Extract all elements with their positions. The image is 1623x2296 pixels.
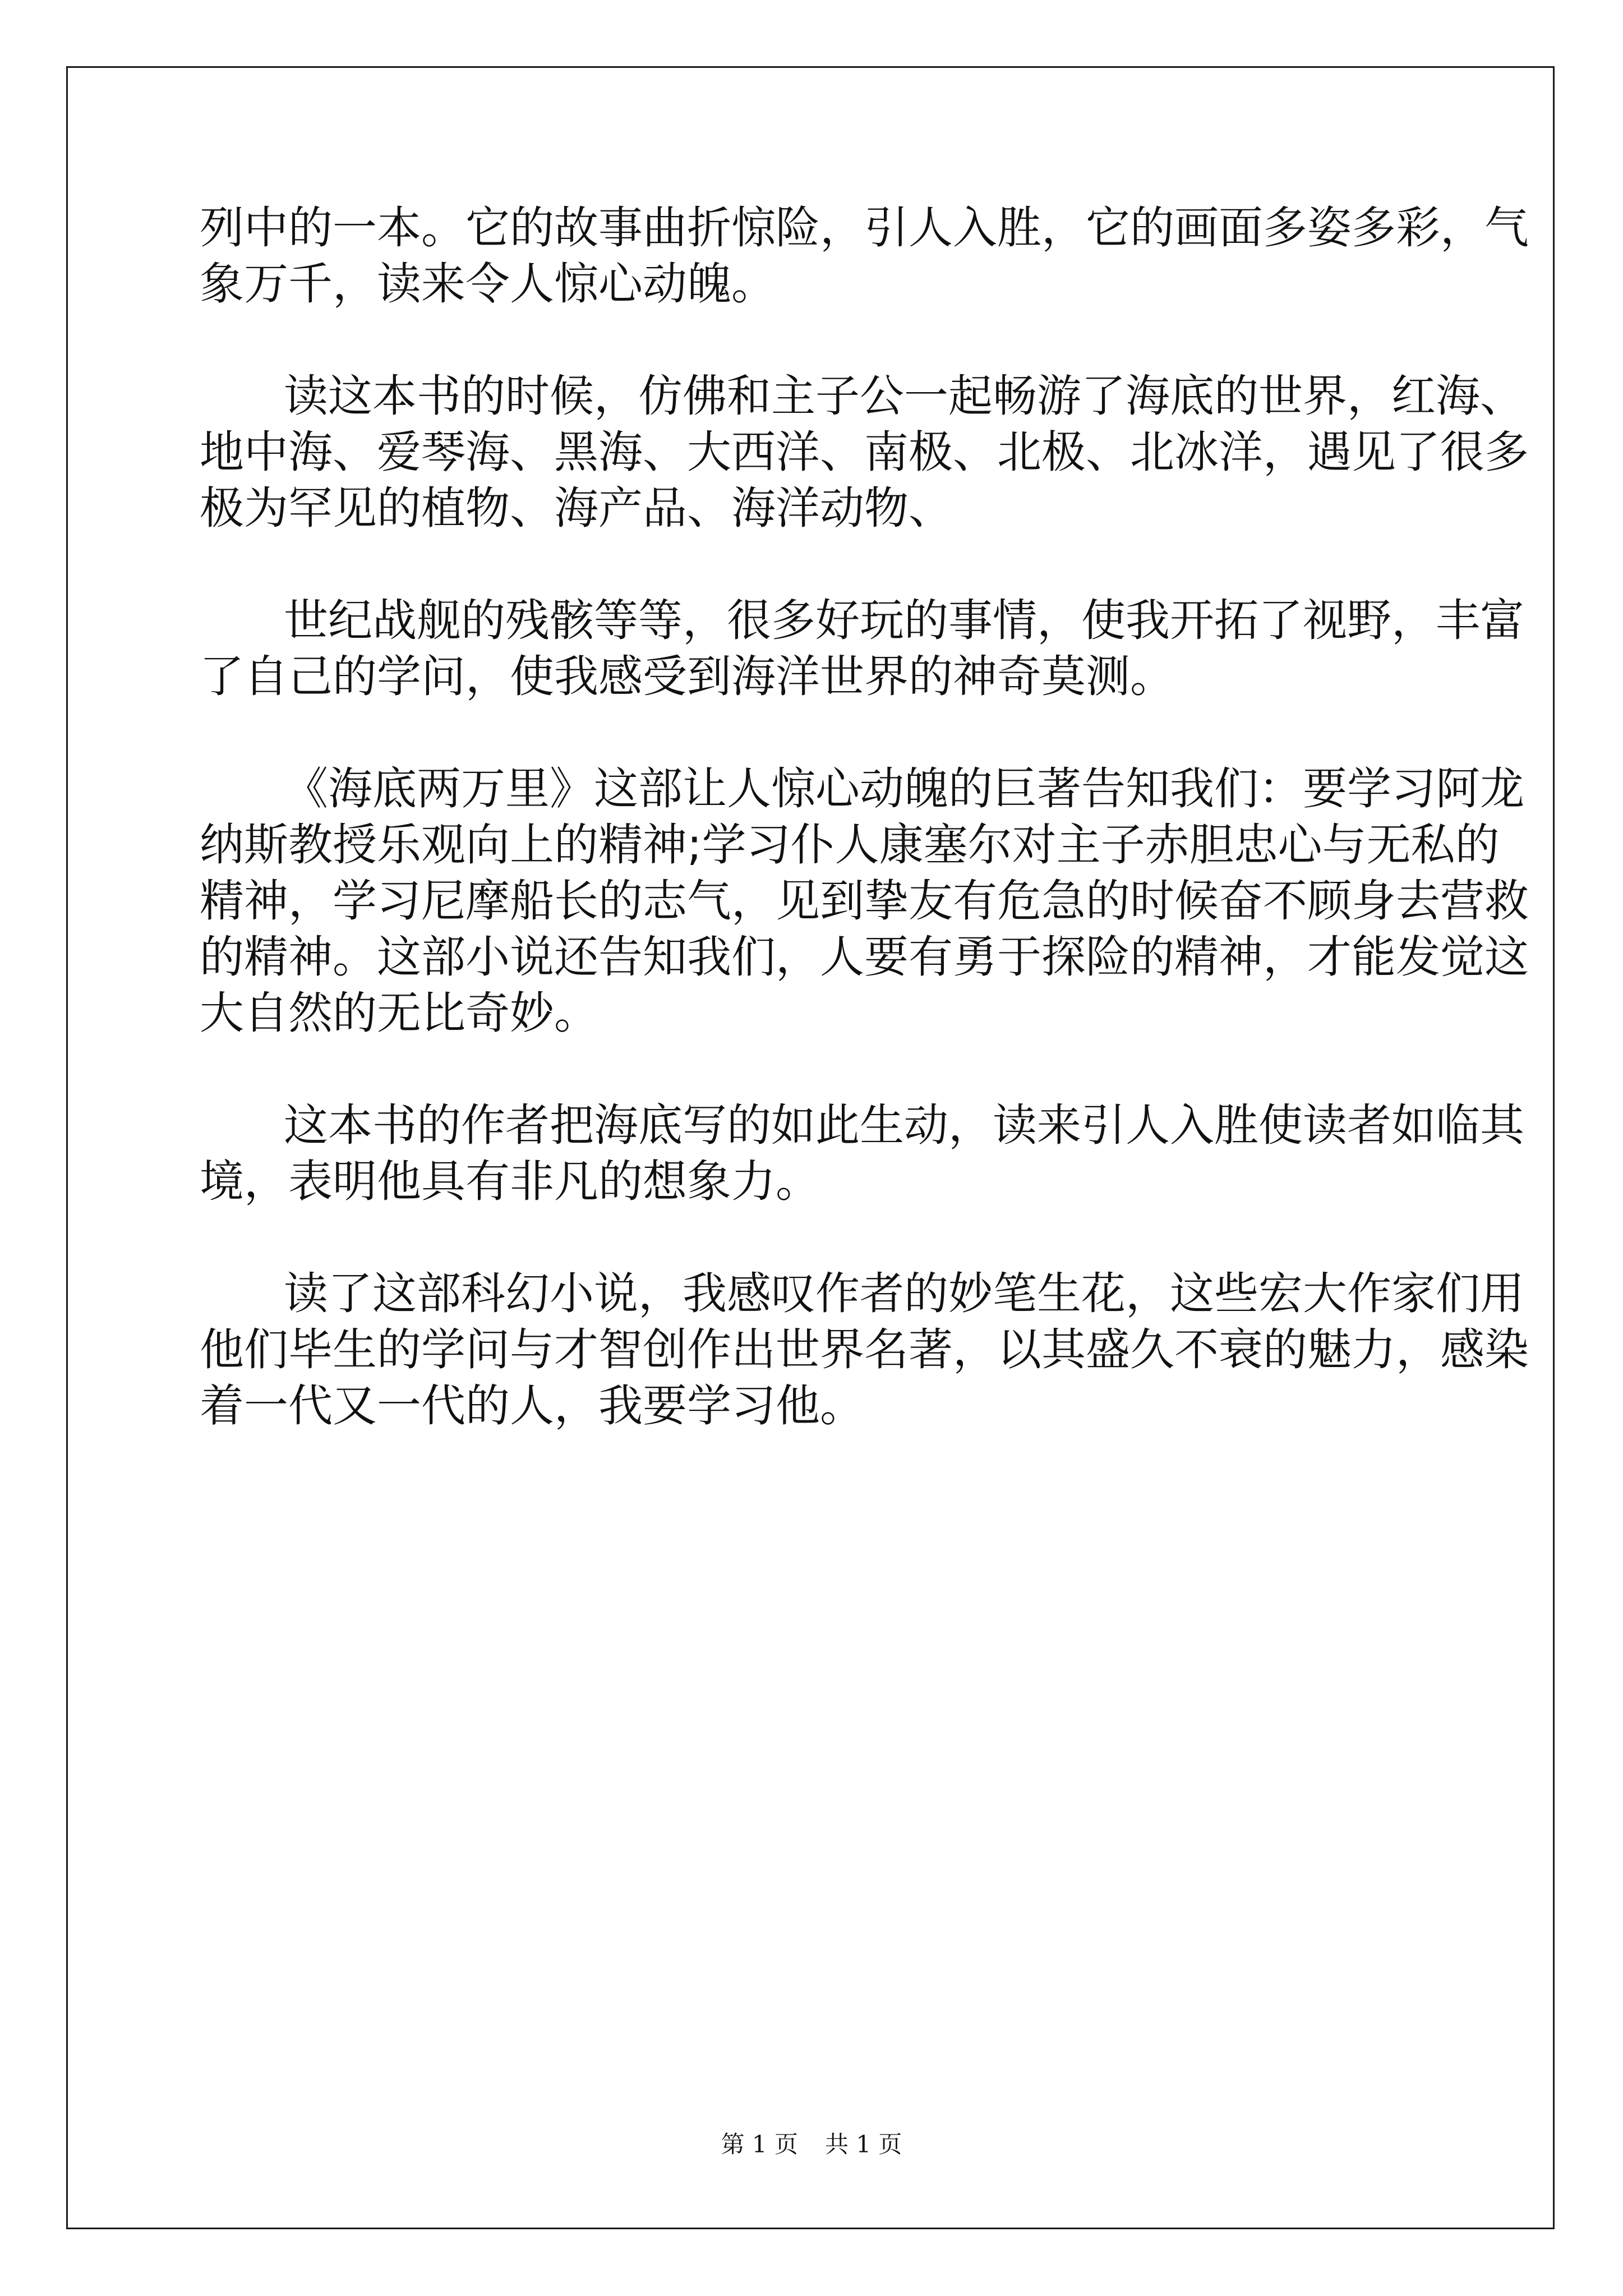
text-line: 的精神。这部小说还告知我们，人要有勇于探险的精神，才能发觉这 xyxy=(200,931,1529,983)
text-line: 精神，学习尼摩船长的志气，见到挚友有危急的时候奋不顾身去营救 xyxy=(200,875,1529,927)
text-line: 列中的一本。它的故事曲折惊险，引人入胜，它的画面多姿多彩，气 xyxy=(200,202,1529,254)
text-line: 了自己的学问，使我感受到海洋世界的神奇莫测。 xyxy=(200,651,1174,702)
total-pages: 共 1 页 xyxy=(825,2131,902,2158)
paragraph-first-line: 世纪战舰的残骸等等，很多好玩的事情，使我开拓了视野，丰富 xyxy=(284,595,1524,646)
paragraph-first-line: 读了这部科幻小说，我感叹作者的妙笔生花，这些宏大作家们用 xyxy=(284,1268,1524,1319)
text-line: 大自然的无比奇妙。 xyxy=(200,987,598,1039)
page-number: 第 1 页 xyxy=(721,2131,798,2158)
paragraph-first-line: 这本书的作者把海底写的如此生动，读来引人入胜使读者如临其 xyxy=(284,1099,1524,1151)
paragraph-first-line: 读这本书的时候，仿佛和主子公一起畅游了海底的世界，红海、 xyxy=(284,370,1524,422)
document-body xyxy=(200,200,1529,1434)
text-line: 地中海、爱琴海、黑海、大西洋、南极、北极、北冰洋，遇见了很多 xyxy=(200,426,1529,478)
text-line: 极为罕见的植物、海产品、海洋动物、 xyxy=(200,482,953,534)
text-line: 境，表明他具有非凡的想象力。 xyxy=(200,1156,820,1207)
text-line: 他们毕生的学问与才智创作出世界名著，以其盛久不衰的魅力，感染 xyxy=(200,1324,1529,1375)
page-footer xyxy=(0,2131,1623,2159)
text-line: 着一代又一代的人，我要学习他。 xyxy=(200,1380,864,1432)
text-line: 象万千，读来令人惊心动魄。 xyxy=(200,258,776,310)
text-line: 纳斯教授乐观向上的精神;学习仆人康塞尔对主子赤胆忠心与无私的 xyxy=(200,819,1500,871)
paragraph-first-line: 《海底两万里》这部让人惊心动魄的巨著告知我们：要学习阿龙 xyxy=(284,763,1524,815)
